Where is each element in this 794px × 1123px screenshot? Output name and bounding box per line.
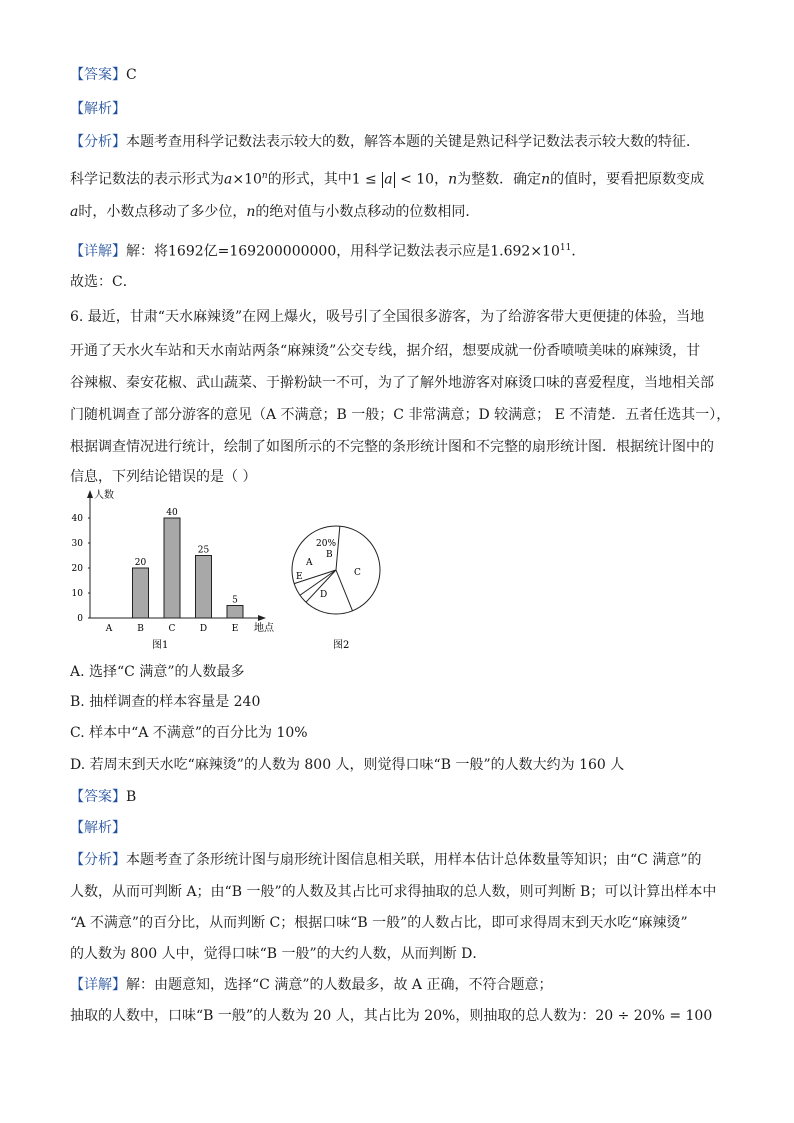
question-line: 门随机调查了部分游客的意见（A 不满意；B 一般；C 非常满意；D 较满意； E 不清楚．五者任选其一），	[70, 407, 731, 423]
fenxi-text: 本题考查用科学记数法表示较大的数，解答本题的关键是熟记科学记数法表示较大数的特征．	[126, 134, 700, 150]
fenxi-line-2: 人数，从而可判断 A；由“B 一般”的人数及其占比可求得抽取的总人数，则可判断 B；可以计算出样本中	[70, 884, 717, 900]
y-tick-label: 0	[77, 614, 83, 624]
var-a: a	[70, 204, 79, 220]
analysis-tag: 【解析】	[70, 101, 126, 117]
pie-label-a: A	[306, 558, 313, 568]
bar-value-label: 5	[232, 595, 238, 606]
question-line: 根据调查情况进行统计，绘制了如图所示的不完整的条形统计图和不完整的扇形统计图．根据统计图中的	[70, 439, 714, 455]
choose-text: 故选：C．	[70, 274, 137, 290]
pie-group	[292, 526, 380, 614]
fenxi-line-3: “A 不满意”的百分比，从而判断 C；根据口味“B 一般”的人数占比，即可求得周末到天水吃“麻辣烫”	[70, 915, 688, 931]
sci-notation-line-2	[70, 202, 734, 222]
x-tick-label: C	[168, 624, 176, 634]
pie-label-c: C	[354, 568, 361, 578]
fenxi-text: 本题考查了条形统计图与扇形统计图信息相关联，用样本估计总体数量等知识；由“C 满意”的	[126, 852, 702, 868]
option-d: D. 若周末到天水吃“麻辣烫”的人数为 800 人，则觉得口味“B 一般”的人数大约为 160 人	[70, 757, 625, 773]
pie-label-e: E	[296, 572, 303, 582]
charts-svg	[70, 488, 410, 654]
prev-answer-line	[70, 65, 734, 85]
answer-value: B	[126, 789, 137, 805]
text: 为整数．确定	[457, 171, 542, 188]
pie-label-b: B	[326, 550, 333, 560]
question-line: 开通了天水火车站和天水南站两条“麻辣烫”公交专线，据介绍，想要成就一份香喷喷美味的麻辣烫，甘	[70, 343, 701, 359]
x-axis-label: 地点	[254, 623, 274, 634]
fenxi-line-4: 的人数为 800 人中，觉得口味“B 一般”的大约人数，从而判断 D．	[70, 946, 487, 962]
y-tick-label: 40	[71, 514, 83, 524]
y-tick-label: 10	[71, 589, 83, 599]
x-tick-label: E	[231, 624, 239, 634]
option-a: A. 选择“C 满意”的人数最多	[70, 664, 245, 680]
bar-e	[227, 606, 243, 619]
answer-line	[70, 787, 734, 807]
range-lower: 1 ≤	[351, 171, 377, 188]
bar-value-label: 25	[197, 545, 210, 556]
prev-detail-line	[70, 238, 734, 262]
fenxi-line-1	[70, 850, 734, 870]
pie-label-d: D	[320, 590, 328, 600]
detail-text: 解：将1692亿=169200000000，用科学记数法表示应是	[126, 243, 491, 260]
var-n: n	[448, 171, 458, 188]
prev-choose-line	[70, 272, 734, 292]
var-n: n	[541, 171, 551, 188]
prev-fenxi-line	[70, 132, 734, 152]
x-tick-label: B	[137, 624, 144, 634]
detail-line-1	[70, 975, 734, 995]
question-line: 信息，下列结论错误的是（ ）	[70, 469, 257, 485]
option-b: B. 抽样调查的样本容量是 240	[70, 694, 261, 710]
abs-bar-right	[394, 172, 395, 188]
fenxi-tag: 【分析】	[70, 134, 126, 150]
bar-d	[196, 556, 212, 619]
analysis-tag: 【解析】	[70, 820, 126, 836]
y-axis-arrow	[87, 490, 93, 498]
question-line: 谷辣椒、秦安花椒、武山蔬菜、于擀粉缺一不可，为了了解外地游客对麻烫口味的喜爱程度，当地相关部	[70, 375, 714, 391]
x-tick-label: D	[199, 624, 208, 634]
detail-value: 1.692×10	[490, 243, 560, 260]
bar-group	[72, 508, 243, 634]
formula-exp: n	[261, 171, 268, 181]
x-tick-label: A	[105, 624, 113, 634]
text: 的值时，要看把原数变成	[550, 171, 705, 188]
text: 时，小数点移动了多少位，	[78, 204, 247, 220]
detail-text: 解：由题意知，选择“C 满意”的人数最多，故 A 正确，不符合题意；	[126, 977, 553, 993]
y-axis-label: 人数	[94, 490, 114, 501]
x-axis-arrow	[258, 615, 266, 621]
pie-percent-label: 20%	[316, 539, 337, 549]
formula-a: a	[224, 171, 233, 188]
option-c: C. 样本中“A 不满意”的百分比为 10%	[70, 725, 308, 741]
bar-b	[133, 568, 149, 618]
bar-value-label: 40	[166, 508, 178, 518]
text: 的绝对值与小数点移动的位数相同．	[255, 204, 480, 220]
range-upper: < 10	[400, 171, 435, 188]
detail-exp: 11	[559, 243, 572, 253]
figure1-caption: 图1	[152, 640, 169, 651]
y-tick-label: 20	[71, 564, 83, 574]
fenxi-tag: 【分析】	[70, 852, 126, 868]
y-tick-label: 30	[71, 539, 83, 549]
bar-c	[164, 518, 180, 618]
abs-value: a	[384, 171, 393, 188]
var-n: n	[246, 204, 256, 220]
sci-notation-line-1	[70, 166, 734, 190]
text: 科学记数法的表示形式为	[70, 171, 224, 188]
charts-figure	[70, 488, 410, 658]
formula-times: ×10	[232, 171, 262, 188]
detail-line-2: 抽取的人数中，口味“B 一般”的人数为 20 人，其占比为 20%，则抽取的总人数为：20 ÷ 20% = 100	[70, 1008, 713, 1024]
detail-tag: 【详解】	[70, 243, 126, 260]
analysis-line	[70, 818, 734, 838]
detail-tag: 【详解】	[70, 977, 126, 993]
question-line: 6. 最近，甘肃“天水麻辣烫”在网上爆火，吸号引了全国很多游客，为了给游客带大更便捷的体验，当地	[70, 309, 705, 325]
text: ，	[434, 171, 449, 188]
answer-tag: 【答案】	[70, 789, 126, 805]
answer-tag: 【答案】	[70, 67, 126, 83]
prev-analysis-line	[70, 99, 734, 119]
text: 的形式，其中	[267, 171, 352, 188]
answer-value: C	[126, 67, 137, 83]
bar-value-label: 20	[134, 558, 147, 568]
text: ．	[571, 243, 586, 260]
figure2-caption: 图2	[333, 640, 350, 651]
